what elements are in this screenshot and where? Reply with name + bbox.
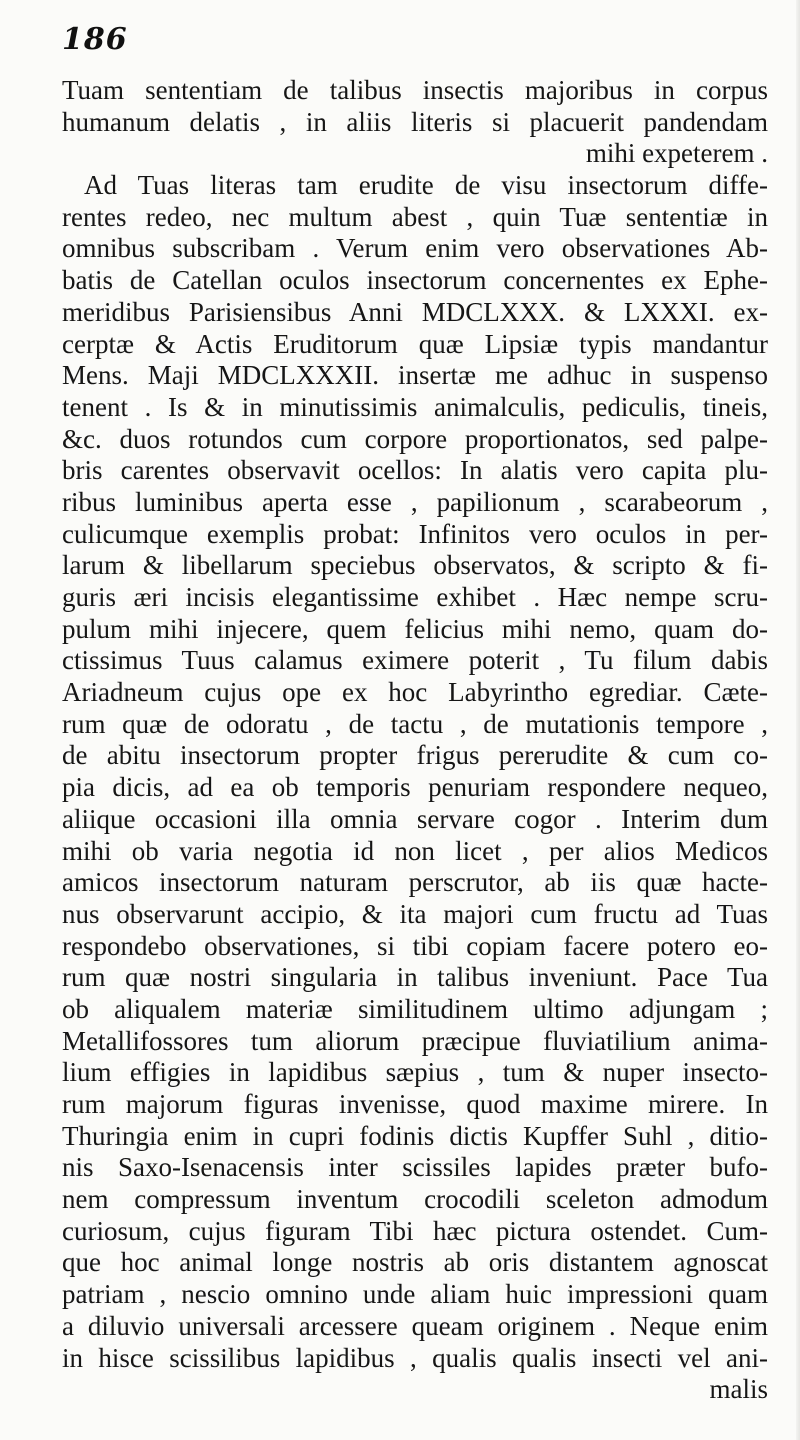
text-line: rum quæ nostri singularia in talibus inveniunt. Pace Tua — [62, 962, 768, 993]
text-line: Thuringia enim in cupri fodinis dictis Kupffer Suhl , ditio- — [62, 1120, 768, 1151]
text-line: rum quæ de odoratu , de tactu , de mutationis tempore , — [62, 708, 768, 739]
text-line: nis Saxo-Isenacensis inter scissiles lapides præter bufo- — [62, 1152, 768, 1183]
text-line: nus observarunt accipio, & ita majori cum fructu ad Tuas — [62, 898, 768, 929]
text-line: Mens. Maji MDCLXXXII. insertæ me adhuc in suspenso — [62, 360, 768, 391]
text-line: ctissimus Tuus calamus eximere poterit , Tu filum dabis — [62, 645, 768, 676]
text-line: Ariadneum cujus ope ex hoc Labyrintho egrediar. Cæte- — [62, 677, 768, 708]
text-line: omnibus subscribam . Verum enim vero observationes Ab- — [62, 233, 768, 264]
page-number: 186 — [62, 22, 128, 57]
text-line: culicumque exemplis probat: Infinitos vero oculos in per- — [62, 518, 768, 549]
catchword: malis — [709, 1374, 768, 1405]
text-line: mihi expeterem . — [585, 138, 768, 169]
text-line: batis de Catellan oculos insectorum concernentes ex Ephe- — [62, 265, 768, 296]
text-line: in hisce scissilibus lapidibus , qualis qualis insecti vel ani- — [62, 1342, 768, 1373]
text-line: ribus luminibus aperta esse , papilionum , scarabeorum , — [62, 486, 768, 517]
text-line: curiosum, cujus figuram Tibi hæc pictura ostendet. Cum- — [62, 1215, 768, 1246]
text-line: nem compressum inventum crocodili sceleton admodum — [62, 1184, 768, 1215]
text-line: Tuam sententiam de talibus insectis majoribus in corpus — [62, 75, 768, 105]
text-line: pia dicis, ad ea ob temporis penuriam respondere nequeo, — [62, 772, 768, 803]
text-line: aliique occasioni illa omnia servare cogor . Interim dum — [62, 803, 768, 834]
text-line: lium effigies in lapidibus sæpius , tum & nuper insecto- — [62, 1057, 768, 1088]
text-line: respondebo observationes, si tibi copiam facere potero eo- — [62, 930, 768, 961]
text-line: guris æri incisis elegantissime exhibet . Hæc nempe scru- — [62, 582, 768, 612]
text-line: bris carentes observavit ocellos: In alatis vero capita plu- — [62, 455, 768, 486]
text-line: meridibus Parisiensibus Anni MDCLXXX. & LXXXI. ex- — [62, 296, 768, 327]
page-edge — [796, 0, 800, 1440]
text-line: larum & libellarum speciebus observatos, & scripto & fi- — [62, 550, 768, 581]
text-line: patriam , nescio omnino unde aliam huic impressioni quam — [62, 1279, 768, 1310]
text-line: rentes redeo, nec multum abest , quin Tuæ sententiæ in — [62, 201, 768, 232]
text-line: rum majorum figuras invenisse, quod maxime mirere. In — [62, 1089, 768, 1119]
text-line: que hoc animal longe nostris ab oris distantem agnoscat — [62, 1247, 768, 1278]
text-line: amicos insectorum naturam perscrutor, ab iis quæ hacte- — [62, 867, 768, 898]
text-line: ob aliqualem materiæ similitudinem ultimo adjungam ; — [62, 993, 768, 1024]
text-line: a diluvio universali arcessere queam originem . Neque enim — [62, 1310, 768, 1341]
text-line: humanum delatis , in aliis literis si placuerit pandendam — [62, 106, 768, 137]
text-line: cerptæ & Actis Eruditorum quæ Lipsiæ typis mandantur — [62, 328, 768, 359]
text-line: &c. duos rotundos cum corpore proportionatos, sed palpe- — [62, 423, 768, 454]
body-text — [62, 75, 768, 1406]
text-line: Ad Tuas literas tam erudite de visu insectorum diffe- — [84, 170, 768, 201]
text-line: tenent . Is & in minutissimis animalculis, pediculis, tineis, — [62, 391, 768, 422]
text-line: Metallifossores tum aliorum præcipue fluviatilium anima- — [62, 1025, 768, 1056]
text-line: pulum mihi injecere, quem felicius mihi nemo, quam do- — [62, 613, 768, 644]
text-line: mihi ob varia negotia id non licet , per alios Medicos — [62, 835, 768, 866]
text-line: de abitu insectorum propter frigus pererudite & cum co- — [62, 740, 768, 771]
